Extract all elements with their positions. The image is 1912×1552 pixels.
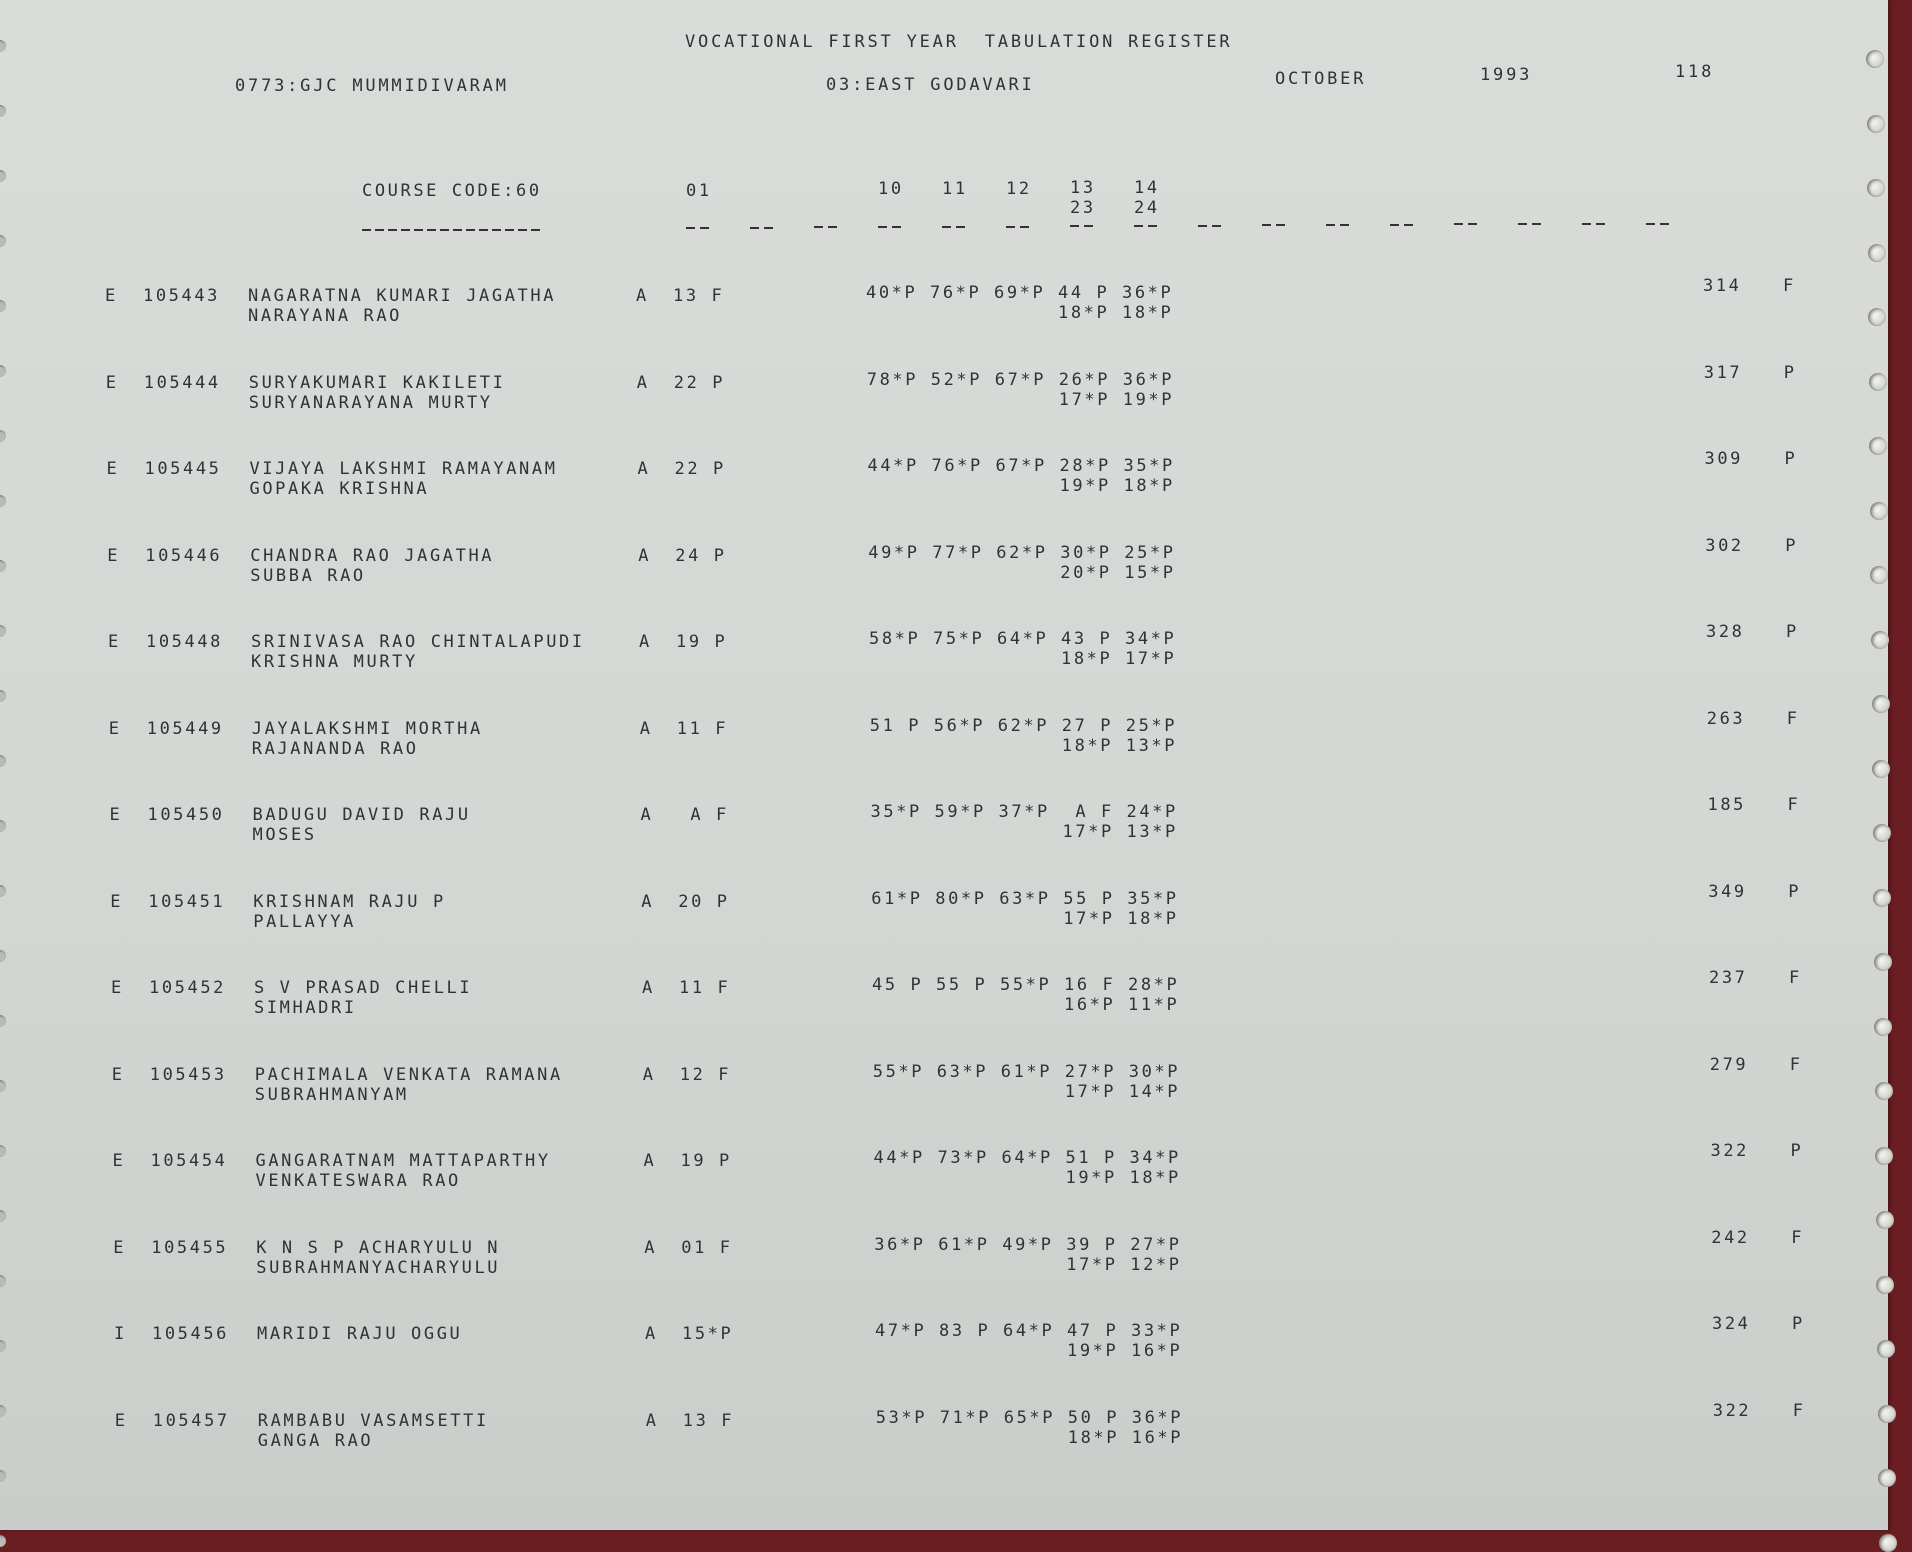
total-marks: 237 <box>1709 968 1748 988</box>
mark-14: 25*P <box>1125 715 1178 736</box>
mark-12: 64*P <box>997 629 1049 649</box>
mark-13: 39 P <box>1066 1234 1118 1255</box>
binding-hole <box>0 365 6 377</box>
course-code-label: COURSE CODE:60 <box>362 181 542 201</box>
mark-14: 36*P <box>1131 1407 1184 1428</box>
mark-01: 22 P <box>674 459 726 479</box>
total-marks: 279 <box>1709 1054 1749 1075</box>
mark-11: 83 P <box>939 1321 991 1341</box>
binding-hole <box>0 560 6 572</box>
total-marks: 314 <box>1703 276 1742 296</box>
column-dash <box>1198 225 1222 227</box>
feed-hole <box>1868 308 1886 326</box>
column-dash <box>814 226 838 228</box>
mark-11: 56*P <box>933 715 986 736</box>
mark-10: 35*P <box>870 802 922 822</box>
mark-13: 47 P <box>1067 1321 1119 1341</box>
feed-hole <box>1878 1469 1896 1487</box>
mark-14: 35*P <box>1127 888 1179 909</box>
feed-hole <box>1870 502 1888 520</box>
roll-number: 105445 <box>144 459 222 479</box>
record-flag: E <box>108 718 122 739</box>
mark-10: 44*P <box>867 456 919 476</box>
candidate-name: NAGARATNA KUMARI JAGATHA <box>248 286 557 306</box>
mark-11: 77*P <box>932 542 984 563</box>
mark-12: 69*P <box>994 283 1046 303</box>
candidate-father-name: GOPAKA KRISHNA <box>249 479 430 499</box>
candidate-name: JAYALAKSHMI MORTHA <box>251 718 483 739</box>
candidate-name: S V PRASAD CHELLI <box>254 978 473 998</box>
mark-11: 75*P <box>933 629 985 649</box>
column-dash <box>1006 226 1030 228</box>
result-code: P <box>1788 881 1802 902</box>
mark-13: 44 P <box>1058 283 1110 303</box>
group-code: A <box>638 545 652 566</box>
col-01-header: 01 <box>686 181 712 201</box>
mark-10: 40*P <box>866 283 918 303</box>
group-code: A <box>636 372 650 393</box>
result-code: P <box>1792 1314 1805 1334</box>
candidate-name: BADUGU DAVID RAJU <box>252 805 471 825</box>
mark-12: 62*P <box>996 542 1048 563</box>
binding-hole <box>0 495 6 507</box>
feed-hole <box>1866 50 1884 68</box>
mark-10: 49*P <box>868 542 920 563</box>
feed-hole <box>1868 244 1886 262</box>
total-marks: 263 <box>1706 708 1746 729</box>
mark-13: 50 P <box>1067 1407 1120 1428</box>
mark-24: 13*P <box>1125 735 1178 756</box>
course-code-underline <box>362 229 542 231</box>
record-flag: I <box>114 1324 127 1344</box>
feed-hole <box>1870 566 1888 584</box>
binding-hole <box>0 170 6 182</box>
roll-number: 105456 <box>152 1324 230 1344</box>
mark-11: 76*P <box>930 283 982 303</box>
mark-12: 37*P <box>998 802 1050 822</box>
col-14-header: 14 <box>1134 178 1160 198</box>
record-flag: E <box>109 805 123 825</box>
mark-24: 18*P <box>1122 303 1174 323</box>
mark-14: 27*P <box>1130 1234 1182 1255</box>
mark-23: 19*P <box>1067 1341 1119 1361</box>
mark-13: 51 P <box>1065 1148 1117 1168</box>
candidate-father-name: GANGA RAO <box>257 1430 374 1451</box>
candidate-father-name: PALLAYYA <box>253 911 356 932</box>
mark-12: 62*P <box>997 715 1050 736</box>
mark-23: 16*P <box>1064 995 1116 1015</box>
group-code: A <box>637 459 651 479</box>
record-flag: E <box>106 459 120 479</box>
mark-12: 63*P <box>999 888 1051 909</box>
mark-24: 15*P <box>1124 562 1176 583</box>
binding-hole <box>0 1340 6 1352</box>
mark-12: 61*P <box>1000 1061 1053 1082</box>
roll-number: 105443 <box>143 286 221 306</box>
column-dash <box>1646 223 1670 225</box>
roll-number: 105446 <box>145 545 223 566</box>
mark-12: 67*P <box>994 369 1047 390</box>
candidate-name: KRISHNAM RAJU P <box>253 891 446 912</box>
mark-10: 36*P <box>874 1234 926 1255</box>
mark-01: 13 F <box>673 286 725 306</box>
result-code: F <box>1791 1227 1805 1248</box>
group-code: A <box>642 1064 656 1085</box>
roll-number: 105450 <box>147 805 225 825</box>
binding-hole <box>0 1275 6 1287</box>
feed-hole <box>1878 1405 1896 1423</box>
binding-hole <box>0 885 6 897</box>
total-marks: 324 <box>1712 1314 1751 1334</box>
mark-13: 27*P <box>1064 1061 1117 1082</box>
mark-01: A F <box>677 805 729 825</box>
total-marks: 309 <box>1704 449 1744 469</box>
group-code: A <box>645 1324 658 1344</box>
mark-11: 63*P <box>936 1061 989 1082</box>
column-dash <box>1326 224 1350 226</box>
feed-hole <box>1875 1147 1893 1165</box>
mark-24: 18*P <box>1127 908 1179 929</box>
binding-hole <box>0 235 6 247</box>
record-flag: E <box>107 545 121 566</box>
mark-14: 34*P <box>1125 629 1177 649</box>
mark-13: A F <box>1062 802 1114 822</box>
mark-11: 80*P <box>935 888 987 909</box>
binding-hole <box>0 1470 6 1482</box>
col-24-header: 24 <box>1134 198 1160 218</box>
mark-23: 19*P <box>1065 1168 1117 1188</box>
result-code: F <box>1789 1054 1803 1075</box>
record-flag: E <box>111 978 124 998</box>
mark-14: 30*P <box>1128 1061 1181 1082</box>
roll-number: 105444 <box>143 372 221 393</box>
result-code: F <box>1789 968 1802 988</box>
candidate-name: GANGARATNAM MATTAPARTHY <box>255 1151 551 1171</box>
candidate-name: CHANDRA RAO JAGATHA <box>250 545 495 566</box>
col-11-header: 11 <box>942 179 968 199</box>
mark-10: 58*P <box>869 629 921 649</box>
candidate-name: VIJAYA LAKSHMI RAMAYANAM <box>249 459 558 479</box>
mark-01: 24 P <box>675 545 727 566</box>
binding-hole <box>0 690 6 702</box>
mark-01: 11 F <box>676 718 729 739</box>
mark-11: 59*P <box>934 802 986 822</box>
mark-13: 30*P <box>1060 542 1112 563</box>
mark-11: 52*P <box>930 369 983 390</box>
column-dash <box>1070 225 1094 227</box>
group-code: A <box>636 286 649 306</box>
mark-24: 14*P <box>1128 1081 1181 1102</box>
group-code: A <box>639 718 653 739</box>
mark-14: 36*P <box>1122 369 1175 390</box>
column-dash <box>686 227 710 229</box>
feed-hole <box>1872 760 1890 778</box>
feed-hole <box>1872 695 1890 713</box>
roll-number: 105455 <box>151 1237 229 1258</box>
binding-hole <box>0 1210 6 1222</box>
record-flag: E <box>108 632 121 652</box>
mark-23: 18*P <box>1058 303 1110 323</box>
mark-23: 18*P <box>1061 649 1113 669</box>
mark-01: 12 F <box>679 1064 732 1085</box>
mark-14: 24*P <box>1126 802 1178 822</box>
mark-12: 55*P <box>1000 975 1052 995</box>
mark-24: 18*P <box>1129 1168 1181 1188</box>
record-flag: E <box>105 372 119 393</box>
record-flag: E <box>110 891 124 912</box>
binding-hole <box>0 1405 6 1417</box>
total-marks: 349 <box>1708 881 1747 902</box>
roll-number: 105453 <box>149 1064 227 1085</box>
feed-hole <box>1874 1018 1892 1036</box>
mark-14: 25*P <box>1124 542 1176 563</box>
binding-hole <box>0 625 6 637</box>
total-marks: 302 <box>1705 535 1744 556</box>
result-code: P <box>1785 535 1799 556</box>
column-dash <box>878 226 902 228</box>
group-code: A <box>640 805 654 825</box>
mark-13: 26*P <box>1058 369 1111 390</box>
candidate-father-name: SIMHADRI <box>254 998 357 1018</box>
candidate-father-name: RAJANANDA RAO <box>251 738 419 759</box>
mark-14: 35*P <box>1123 456 1175 476</box>
result-code: F <box>1783 276 1796 296</box>
roll-number: 105454 <box>150 1151 228 1171</box>
mark-24: 18*P <box>1123 476 1175 496</box>
mark-11: 76*P <box>931 456 983 476</box>
mark-01: 19 P <box>680 1151 732 1171</box>
mark-01: 13 F <box>682 1410 735 1431</box>
mark-12: 65*P <box>1003 1407 1056 1428</box>
group-code: A <box>644 1237 658 1258</box>
total-marks: 185 <box>1707 795 1747 815</box>
binding-hole <box>0 105 6 117</box>
result-code: P <box>1783 362 1797 383</box>
mark-13: 28*P <box>1059 456 1111 476</box>
feed-hole <box>1867 115 1885 133</box>
col-10-header: 10 <box>878 179 904 199</box>
mark-11: 71*P <box>939 1407 992 1428</box>
mark-10: 44*P <box>873 1148 925 1168</box>
column-dash <box>1454 223 1478 225</box>
column-dash <box>1134 225 1158 227</box>
feed-hole <box>1875 1082 1893 1100</box>
record-flag: E <box>113 1237 127 1258</box>
mark-24: 16*P <box>1131 1341 1183 1361</box>
register-title: VOCATIONAL FIRST YEAR TABULATION REGISTER <box>685 32 1233 52</box>
roll-number: 105451 <box>148 891 226 912</box>
mark-23: 18*P <box>1067 1427 1120 1448</box>
feed-hole <box>1879 1534 1897 1552</box>
mark-13: 16 F <box>1064 975 1116 995</box>
binding-hole <box>0 1535 6 1547</box>
group-code: A <box>643 1151 657 1171</box>
record-flag: E <box>111 1064 125 1085</box>
candidate-father-name: SUBRAHMANYAM <box>254 1084 409 1105</box>
mark-24: 11*P <box>1128 995 1180 1015</box>
mark-10: 61*P <box>871 888 923 909</box>
feed-hole <box>1869 437 1887 455</box>
mark-01: 01 F <box>681 1237 733 1258</box>
column-dash <box>942 226 966 228</box>
mark-24: 19*P <box>1122 389 1175 410</box>
roll-number: 105448 <box>146 632 224 652</box>
mark-24: 13*P <box>1126 822 1178 842</box>
column-dash <box>1390 224 1414 226</box>
column-dash <box>1262 224 1286 226</box>
mark-10: 55*P <box>872 1061 925 1082</box>
mark-24: 17*P <box>1125 649 1177 669</box>
binding-hole <box>0 430 6 442</box>
feed-hole <box>1869 373 1887 391</box>
feed-hole <box>1874 953 1892 971</box>
roll-number: 105452 <box>149 978 227 998</box>
mark-13: 27 P <box>1061 715 1114 736</box>
mark-12: 64*P <box>1001 1148 1053 1168</box>
mark-01: 20 P <box>678 891 730 912</box>
college-code: 0773:GJC MUMMIDIVARAM <box>235 76 509 96</box>
candidate-name: K N S P ACHARYULU N <box>256 1237 501 1258</box>
group-code: A <box>645 1410 659 1431</box>
mark-13: 55 P <box>1063 888 1115 909</box>
candidate-father-name: SURYANARAYANA MURTY <box>248 392 493 413</box>
col-13-header: 13 <box>1070 178 1096 198</box>
binding-hole <box>0 40 6 52</box>
record-flag: E <box>105 286 118 306</box>
mark-12: 67*P <box>995 456 1047 476</box>
feed-hole <box>1873 889 1891 907</box>
roll-number: 105449 <box>146 718 224 739</box>
result-code: F <box>1792 1400 1806 1421</box>
column-dash <box>750 227 774 229</box>
mark-01: 11 F <box>679 978 731 998</box>
result-code: F <box>1786 708 1800 729</box>
roll-number: 105457 <box>152 1410 230 1431</box>
total-marks: 328 <box>1706 622 1745 642</box>
mark-23: 17*P <box>1062 822 1114 842</box>
feed-hole <box>1876 1276 1894 1294</box>
result-code: P <box>1790 1141 1804 1161</box>
mark-10: 53*P <box>875 1407 928 1428</box>
mark-23: 17*P <box>1058 389 1111 410</box>
mark-10: 45 P <box>872 975 924 995</box>
feed-hole <box>1876 1211 1894 1229</box>
record-flag: E <box>112 1151 126 1171</box>
mark-23: 20*P <box>1060 562 1112 583</box>
mark-10: 51 P <box>869 715 922 736</box>
total-marks: 322 <box>1712 1400 1752 1421</box>
mark-11: 61*P <box>938 1234 990 1255</box>
mark-14: 34*P <box>1129 1148 1181 1168</box>
binding-hole <box>0 820 6 832</box>
exam-year: 1993 <box>1480 65 1533 85</box>
candidate-father-name: MOSES <box>252 825 317 845</box>
group-code: A <box>639 632 652 652</box>
mark-23: 17*P <box>1063 908 1115 929</box>
mark-14: 36*P <box>1122 283 1174 303</box>
mark-12: 64*P <box>1003 1321 1055 1341</box>
tractor-feed-strip <box>1812 0 1912 1530</box>
col-23-header: 23 <box>1070 198 1096 218</box>
candidate-name: MARIDI RAJU OGGU <box>257 1324 463 1344</box>
binding-hole <box>0 1015 6 1027</box>
mark-01: 22 P <box>673 372 726 393</box>
candidate-name: SURYAKUMARI KAKILETI <box>248 372 506 393</box>
page-number: 118 <box>1675 62 1715 82</box>
candidate-father-name: VENKATESWARA RAO <box>255 1171 461 1191</box>
mark-14: 28*P <box>1128 975 1180 995</box>
mark-23: 19*P <box>1059 476 1111 496</box>
mark-01: 19 P <box>676 632 728 652</box>
mark-24: 12*P <box>1130 1254 1182 1275</box>
result-code: P <box>1784 449 1798 469</box>
total-marks: 322 <box>1710 1141 1750 1161</box>
mark-10: 78*P <box>866 369 919 390</box>
mark-13: 43 P <box>1061 629 1113 649</box>
exam-month: OCTOBER <box>1275 69 1367 89</box>
candidate-father-name: NARAYANA RAO <box>248 306 403 326</box>
feed-hole <box>1873 824 1891 842</box>
district: 03:EAST GODAVARI <box>826 75 1035 95</box>
column-dash <box>1582 223 1606 225</box>
feed-hole <box>1871 631 1889 649</box>
candidate-name: RAMBABU VASAMSETTI <box>257 1410 489 1431</box>
column-dash <box>1518 223 1542 225</box>
mark-11: 73*P <box>937 1148 989 1168</box>
feed-hole <box>1867 179 1885 197</box>
group-code: A <box>642 978 655 998</box>
candidate-name: SRINIVASA RAO CHINTALAPUDI <box>251 632 585 652</box>
mark-01: 15*P <box>682 1324 734 1344</box>
feed-hole <box>1877 1340 1895 1358</box>
mark-11: 55 P <box>936 975 988 995</box>
mark-12: 49*P <box>1002 1234 1054 1255</box>
mark-23: 18*P <box>1061 735 1114 756</box>
total-marks: 317 <box>1703 362 1743 383</box>
binding-hole <box>0 950 6 962</box>
group-code: A <box>641 891 655 912</box>
binding-hole <box>0 300 6 312</box>
candidate-name: PACHIMALA VENKATA RAMANA <box>254 1064 563 1085</box>
result-code: F <box>1787 795 1801 815</box>
mark-24: 16*P <box>1131 1427 1184 1448</box>
col-12-header: 12 <box>1006 179 1032 199</box>
binding-hole <box>0 1080 6 1092</box>
total-marks: 242 <box>1711 1227 1750 1248</box>
mark-23: 17*P <box>1066 1254 1118 1275</box>
binding-hole <box>0 755 6 767</box>
mark-23: 17*P <box>1064 1081 1117 1102</box>
binding-hole <box>0 1145 6 1157</box>
candidate-father-name: SUBBA RAO <box>250 565 366 586</box>
candidate-father-name: KRISHNA MURTY <box>251 652 418 672</box>
candidate-father-name: SUBRAHMANYACHARYULU <box>256 1257 501 1278</box>
record-flag: E <box>114 1410 128 1431</box>
result-code: P <box>1786 622 1799 642</box>
mark-14: 33*P <box>1131 1321 1183 1341</box>
mark-10: 47*P <box>875 1321 927 1341</box>
